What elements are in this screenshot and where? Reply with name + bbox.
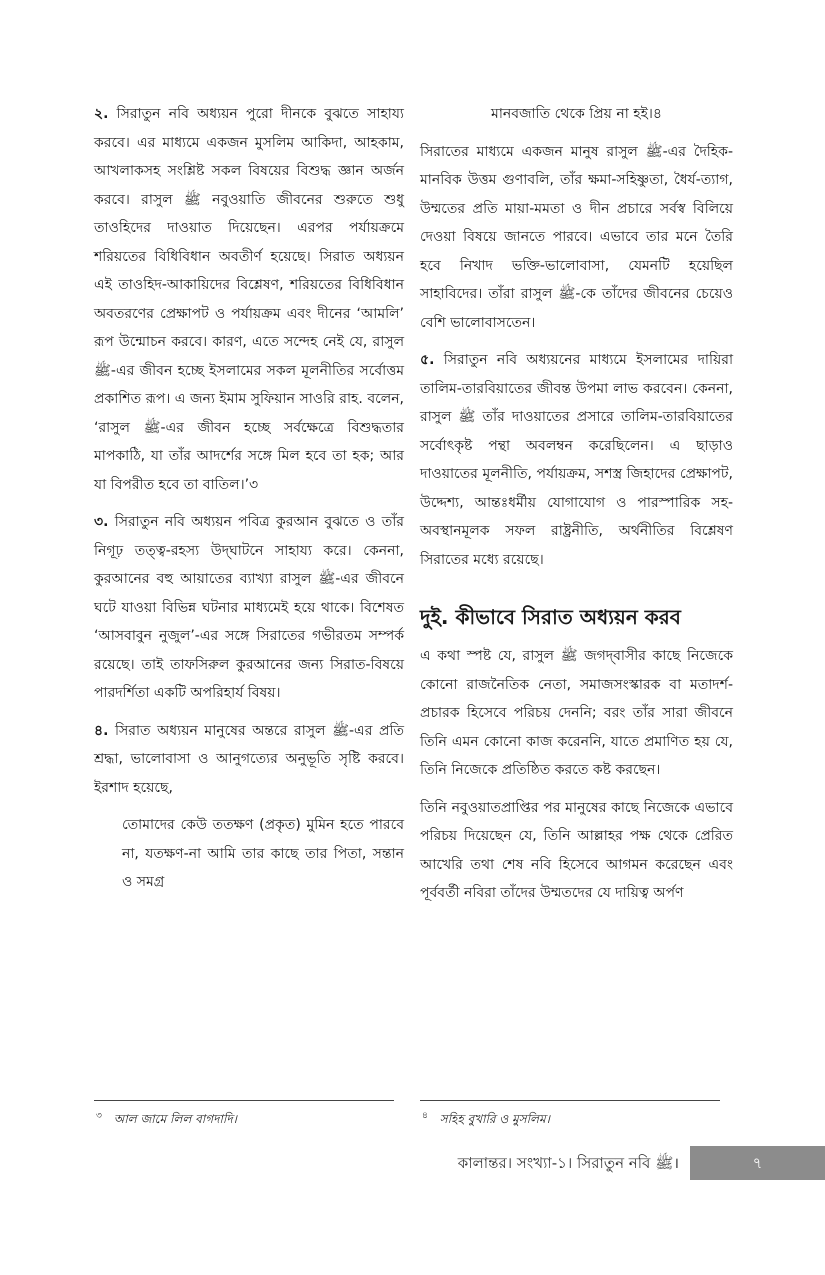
footnote-right	[422, 1108, 550, 1131]
paragraph-how-1: এ কথা স্পষ্ট যে, রাসুল ﷺ জগদ্‌বাসীর কাছে নিজেকে কোনো রাজনৈতিক নেতা, সমাজসংস্কারক বা মতাদর্শ-প্রচারক হিসেবে পরিচয় দেননি; বরং তাঁর সারা জীবনে তিনি এমন কোনো কাজ করেননি, যাতে প্রমাণিত হয় যে, তিনি নিজেকে প্রতিষ্ঠিত করতে কষ্ট করছেন।	[420, 648, 733, 778]
paragraph-text: সিরাতুন নবি অধ্যয়ন পবিত্র কুরআন বুঝতে ও তাঁর নিগূঢ় তত্ত্ব-রহস্য উদ্‌ঘাটনে সাহায্য করে। কেননা, কুরআনের বহু আয়াতের ব্যাখ্যা রাসুল ﷺ-এর জীবনে ঘটে যাওয়া বিভিন্ন ঘটনার মাধ্যমেই হয়ে থাকে। বিশেষত ‘আসবাবুন নুজুল’-এর সঙ্গে সিরাতের গভীরতম সম্পর্ক রয়েছে। তাই তাফসিরুল কুরআনের জন্য সিরাত-বিষয়ে পারদর্শিতা একটি অপরিহার্য বিষয়।	[94, 514, 405, 701]
footnote-divider-left	[94, 1100, 394, 1101]
paragraph-number: ২.	[94, 106, 109, 122]
paragraph-4	[94, 717, 404, 803]
page-number-tab	[690, 1146, 825, 1180]
paragraph-love: সিরাতের মাধ্যমে একজন মানুষ রাসুল ﷺ-এর দৈহিক-মানবিক উত্তম গুণাবলি, তাঁর ক্ষমা-সহিষ্ণুতা, ধৈর্য-ত্যাগ, উম্মতের প্রতি মায়া-মমতা ও দীন প্রচারে সর্বস্ব বিলিয়ে দেওয়া বিষয়ে জানতে পারবে। এভাবে তার মনে তৈরি হবে নিখাদ ভক্তি-ভালোবাসা, যেমনটি হয়েছিল সাহাবিদের। তাঁরা রাসুল ﷺ-কে তাঁদের জীবনের চেয়েও বেশি ভালোবাসতেন।	[420, 143, 734, 331]
section-heading: দুই. কীভাবে সিরাত অধ্যয়ন করব	[420, 605, 681, 629]
hadith-quote: তোমাদের কেউ ততক্ষণ (প্রকৃত) মুমিন হতে পারবে না, যতক্ষণ-না আমি তার কাছে তার পিতা, সন্তান ও সমগ্র	[122, 817, 404, 890]
right-column	[420, 100, 733, 917]
page-number: ৭	[752, 1154, 763, 1172]
paragraph-5	[420, 346, 733, 574]
paragraph-how-2: তিনি নবুওয়াতপ্রাপ্তির পর মানুষের কাছে নিজেকে এভাবে পরিচয় দিয়েছেন যে, তিনি আল্লাহর পক্ষ থেকে প্রেরিত আখেরি তথা শেষ নবি হিসেবে আগমন করেছেন এবং পূর্ববর্তী নবিরা তাঁদের উম্মতদের যে দায়িত্ব অর্পণ	[420, 799, 733, 901]
footnote-left	[96, 1108, 237, 1131]
left-column	[94, 100, 404, 906]
paragraph-text: সিরাতুন নবি অধ্যয়ন পুরো দীনকে বুঝতে সাহায্য করবে। এর মাধ্যমে একজন মুসলিম আকিদা, আহকাম, আখলাকসহ সংশ্লিষ্ট সকল বিষয়ের বিশুদ্ধ জ্ঞান অর্জন করবে। রাসুল ﷺ নবুওয়াতি জীবনের শুরুতে শুধু তাওহিদের দাওয়াত দিয়েছেন। এরপর পর্যায়ক্রমে শরিয়তের বিধিবিধান অবতীর্ণ হয়েছে। সিরাত অধ্যয়ন এই তাওহিদ-আকায়িদের বিশ্লেষণ, শরিয়তের বিধিবিধান অবতরণের প্রেক্ষাপট ও পর্যায়ক্রম এবং দীনের ‘আমলি’ রূপ উন্মোচন করবে। কারণ, এতে সন্দেহ নেই যে, রাসুল ﷺ-এর জীবন হচ্ছে ইসলামের সকল মূলনীতির সর্বোত্তম প্রকাশিত রূপ। এ জন্য ইমাম সুফিয়ান সাওরি রাহ. বলেন, ‘রাসুল ﷺ-এর জীবন হচ্ছে সর্বক্ষেত্রে বিশুদ্ধতার মাপকাঠি, যা তাঁর আদর্শের সঙ্গে মিল হবে তা হক; আর যা বিপরীত হবে তা বাতিল।’৩	[94, 106, 404, 493]
paragraph-text: সিরাত অধ্যয়ন মানুষের অন্তরে রাসুল ﷺ-এর প্রতি শ্রদ্ধা, ভালোবাসা ও আনুগত্যের অনুভূতি সৃষ্টি করবে। ইরশাদ হয়েছে,	[94, 722, 404, 796]
paragraph-number: ৩.	[94, 514, 109, 530]
footnote-text: আল জামে লিল বাগদাদি।	[113, 1112, 237, 1126]
footnote-mark: ৩	[96, 1111, 102, 1121]
footnote-text: সহিহ বুখারি ও মুসলিম।	[439, 1112, 550, 1126]
footnote-divider-right	[420, 1100, 720, 1101]
hadith-quote-end: মানবজাতি থেকে প্রিয় না হই।৪	[491, 106, 662, 122]
footnote-mark: ৪	[422, 1111, 428, 1121]
paragraph-number: ৪.	[94, 722, 109, 739]
paragraph-text: সিরাতুন নবি অধ্যয়নের মাধ্যমে ইসলামের দায়িরা তালিম-তারবিয়াতের জীবন্ত উপমা লাভ করবেন। কেননা, রাসুল ﷺ তাঁর দাওয়াতের প্রসারে তালিম-তারবিয়াতের সর্বোৎকৃষ্ট পন্থা অবলম্বন করেছিলেন। এ ছাড়াও দাওয়াতের মূলনীতি, পর্যায়ক্রম, সশস্ত্র জিহাদের প্রেক্ষাপট, উদ্দেশ্য, আন্তঃধর্মীয় যোগাযোগ ও পারস্পারিক সহ-অবস্থানমূলক সফল রাষ্ট্রনীতি, অর্থনীতির বিশ্লেষণ সিরাতের মধ্যে রয়েছে।	[420, 352, 733, 568]
running-footer-title: কালান্তর। সংখ্যা-১। সিরাতুন নবি ﷺ।	[457, 1154, 679, 1172]
paragraph-2	[94, 100, 404, 499]
paragraph-3	[94, 508, 404, 708]
paragraph-number: ৫.	[420, 352, 435, 368]
